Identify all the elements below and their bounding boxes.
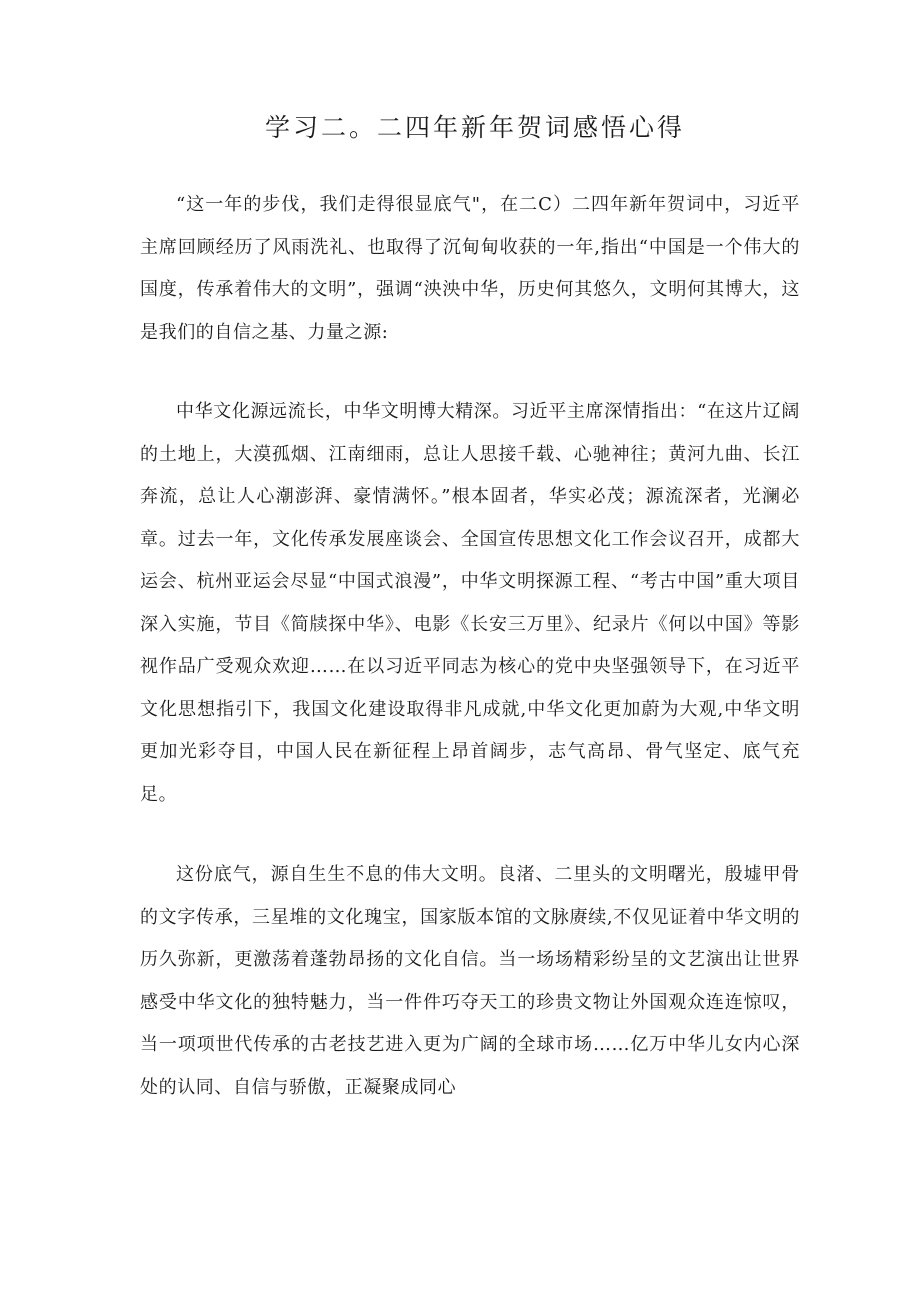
paragraph-2: 中华文化源远流长，中华文明博大精深。习近平主席深情指出：“在这片辽阔的土地上，大漠孤烟、江南细雨，总让人思接千载、心驰神往；黄河九曲、长江奔流，总让人心潮澎湃、豪情满怀。”根本固者，华实必茂；源流深者，光澜必章。过去一年，文化传承发展座谈会、全国宣传思想文化工作会议召开，成都大运会、杭州亚运会尽显“中国式浪漫”，中华文明探源工程、“考古中国”重大项目深入实施，节目《简牍探中华》、电影《长安三万里》、纪录片《何以中国》等影视作品广受观众欢迎……在以习近平同志为核心的党中央坚强领导下，在习近平文化思想指引下，我国文化建设取得非凡成就,中华文化更加蔚为大观,中华文明更加光彩夺目，中国人民在新征程上昂首阔步，志气高昂、骨气坚定、底气充足。	[140, 401, 800, 805]
document-title: 学习二。二四年新年贺词感悟心得	[264, 113, 685, 142]
paragraph-3: 这份底气，源自生生不息的伟大文明。良渚、二里头的文明曙光，殷墟甲骨的文字传承，三星堆的文化瑰宝，国家版本馆的文脉赓续,不仅见证着中华文明的历久弥新，更激荡着蓬勃昂扬的文化自信。当一场场精彩纷呈的文艺演出让世界感受中华文化的独特魅力，当一件件巧夺天工的珍贵文物让外国观众连连惊叹，当一项项世代传承的古老技艺进入更为广阔的全球市场……亿万中华儿女内心深处的认同、自信与骄傲，正凝聚成同心	[140, 864, 800, 1098]
paragraph-1: “这一年的步伐，我们走得很显底气"，在二C）二四年新年贺词中，习近平主席回顾经历了风雨洗礼、也取得了沉甸甸收获的一年,指出“中国是一个伟大的国度，传承着伟大的文明”，强调“泱泱中华，历史何其悠久，文明何其博大，这是我们的自信之基、力量之源:	[140, 194, 800, 343]
